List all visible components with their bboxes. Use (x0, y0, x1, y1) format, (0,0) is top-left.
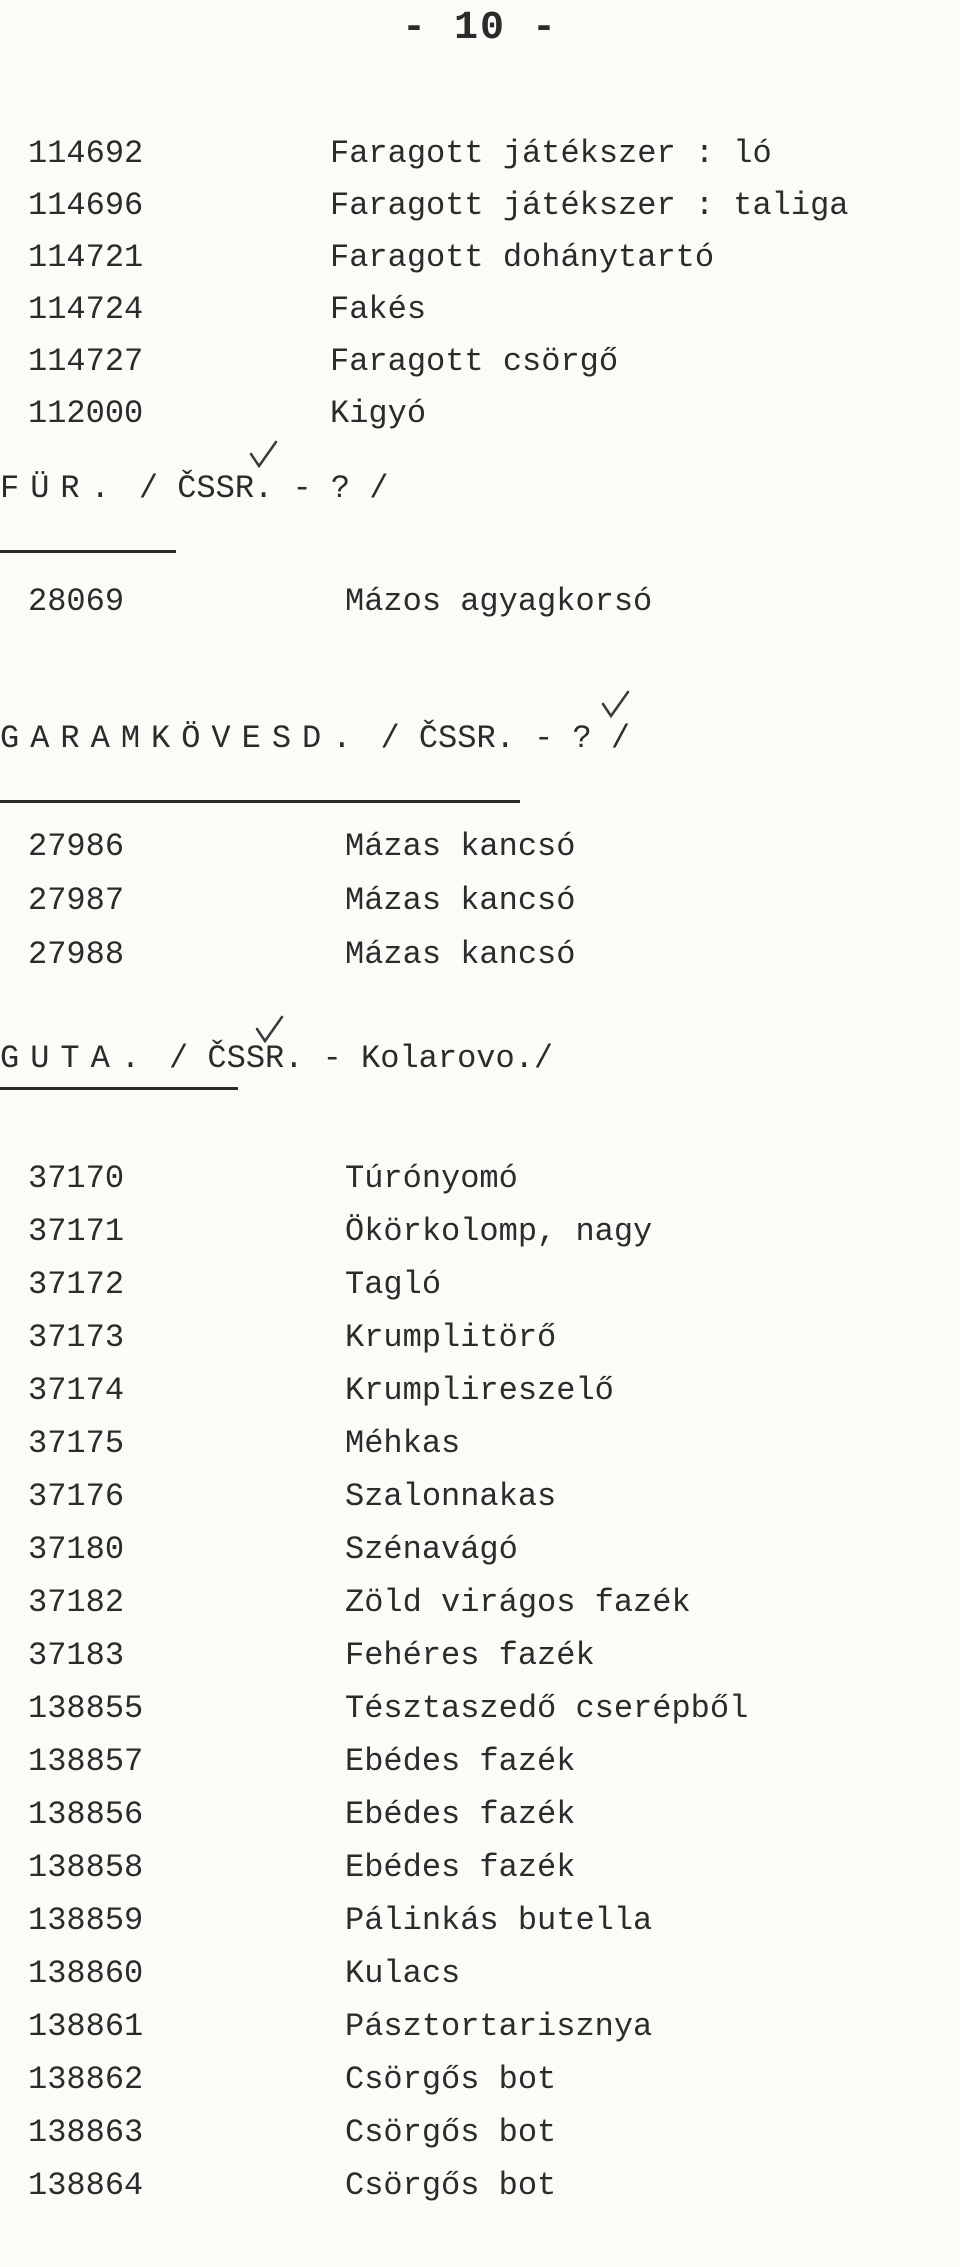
item-name: Fehéres fazék (345, 1637, 595, 1674)
inventory-number: 138857 (28, 1743, 144, 1780)
inventory-number: 138859 (28, 1902, 144, 1939)
checkmark-icon (254, 1015, 284, 1045)
item-name: Pásztortarisznya (345, 2008, 653, 2045)
item-name: Túrónyomó (345, 1160, 518, 1197)
inventory-number: 28069 (28, 583, 125, 620)
heading-underline (0, 800, 520, 803)
inventory-number: 138860 (28, 1955, 144, 1992)
inventory-number: 138864 (28, 2167, 144, 2204)
inventory-number: 138858 (28, 1849, 144, 1886)
item-name: Faragott dohánytartó (330, 239, 715, 276)
place-name: FÜR. (0, 470, 121, 507)
inventory-number: 138863 (28, 2114, 144, 2151)
place-country: / ČSSR. - ? / (138, 470, 389, 507)
item-name: Csörgős bot (345, 2061, 557, 2098)
item-name: Fakés (330, 291, 427, 328)
item-name: Ökörkolomp, nagy (345, 1213, 653, 1250)
inventory-number: 138861 (28, 2008, 144, 2045)
item-name: Krumplireszelő (345, 1372, 614, 1409)
item-name: Krumplitörő (345, 1319, 557, 1356)
item-name: Faragott játékszer : taliga (330, 187, 849, 224)
inventory-number: 37180 (28, 1531, 125, 1568)
inventory-number: 37172 (28, 1266, 125, 1303)
item-name: Pálinkás butella (345, 1902, 653, 1939)
inventory-number: 37175 (28, 1425, 125, 1462)
inventory-number: 37183 (28, 1637, 125, 1674)
item-name: Mázas kancsó (345, 936, 576, 973)
inventory-number: 27986 (28, 828, 125, 865)
place-name: GUTA. (0, 1040, 152, 1077)
heading-underline (0, 1087, 238, 1090)
item-name: Faragott csörgő (330, 343, 619, 380)
place-name: GARAMKÖVESD. (0, 720, 363, 757)
inventory-number: 37174 (28, 1372, 125, 1409)
item-name: Mázas kancsó (345, 882, 576, 919)
inventory-number: 37176 (28, 1478, 125, 1515)
item-name: Tésztaszedő cserépből (345, 1690, 749, 1727)
item-name: Kulacs (345, 1955, 461, 1992)
section-heading (0, 470, 388, 507)
section-heading (0, 720, 630, 757)
inventory-number: 138855 (28, 1690, 144, 1727)
item-name: Ebédes fazék (345, 1796, 576, 1833)
section-heading (0, 1040, 553, 1077)
item-name: Ebédes fazék (345, 1743, 576, 1780)
item-name: Méhkas (345, 1425, 461, 1462)
inventory-number: 37182 (28, 1584, 125, 1621)
inventory-number: 114724 (28, 291, 144, 328)
heading-underline (0, 550, 176, 553)
item-name: Mázas kancsó (345, 828, 576, 865)
inventory-number: 138862 (28, 2061, 144, 2098)
inventory-number: 112000 (28, 395, 144, 432)
checkmark-icon (600, 690, 630, 720)
inventory-number: 114721 (28, 239, 144, 276)
place-country: / ČSSR. - Kolarovo./ (169, 1040, 554, 1077)
inventory-number: 27987 (28, 882, 125, 919)
item-name: Szénavágó (345, 1531, 518, 1568)
item-name: Tagló (345, 1266, 442, 1303)
inventory-number: 27988 (28, 936, 125, 973)
inventory-number: 138856 (28, 1796, 144, 1833)
place-country: / ČSSR. - ? / (380, 720, 631, 757)
page-number: - 10 - (401, 6, 559, 51)
inventory-number: 37170 (28, 1160, 125, 1197)
item-name: Faragott játékszer : ló (330, 135, 772, 172)
item-name: Csörgős bot (345, 2167, 557, 2204)
inventory-number: 114727 (28, 343, 144, 380)
checkmark-icon (248, 440, 278, 470)
item-name: Kigyó (330, 395, 427, 432)
inventory-number: 114696 (28, 187, 144, 224)
item-name: Csörgős bot (345, 2114, 557, 2151)
item-name: Szalonnakas (345, 1478, 557, 1515)
inventory-number: 37171 (28, 1213, 125, 1250)
item-name: Ebédes fazék (345, 1849, 576, 1886)
inventory-number: 114692 (28, 135, 144, 172)
inventory-number: 37173 (28, 1319, 125, 1356)
item-name: Zöld virágos fazék (345, 1584, 691, 1621)
item-name: Mázos agyagkorsó (345, 583, 653, 620)
